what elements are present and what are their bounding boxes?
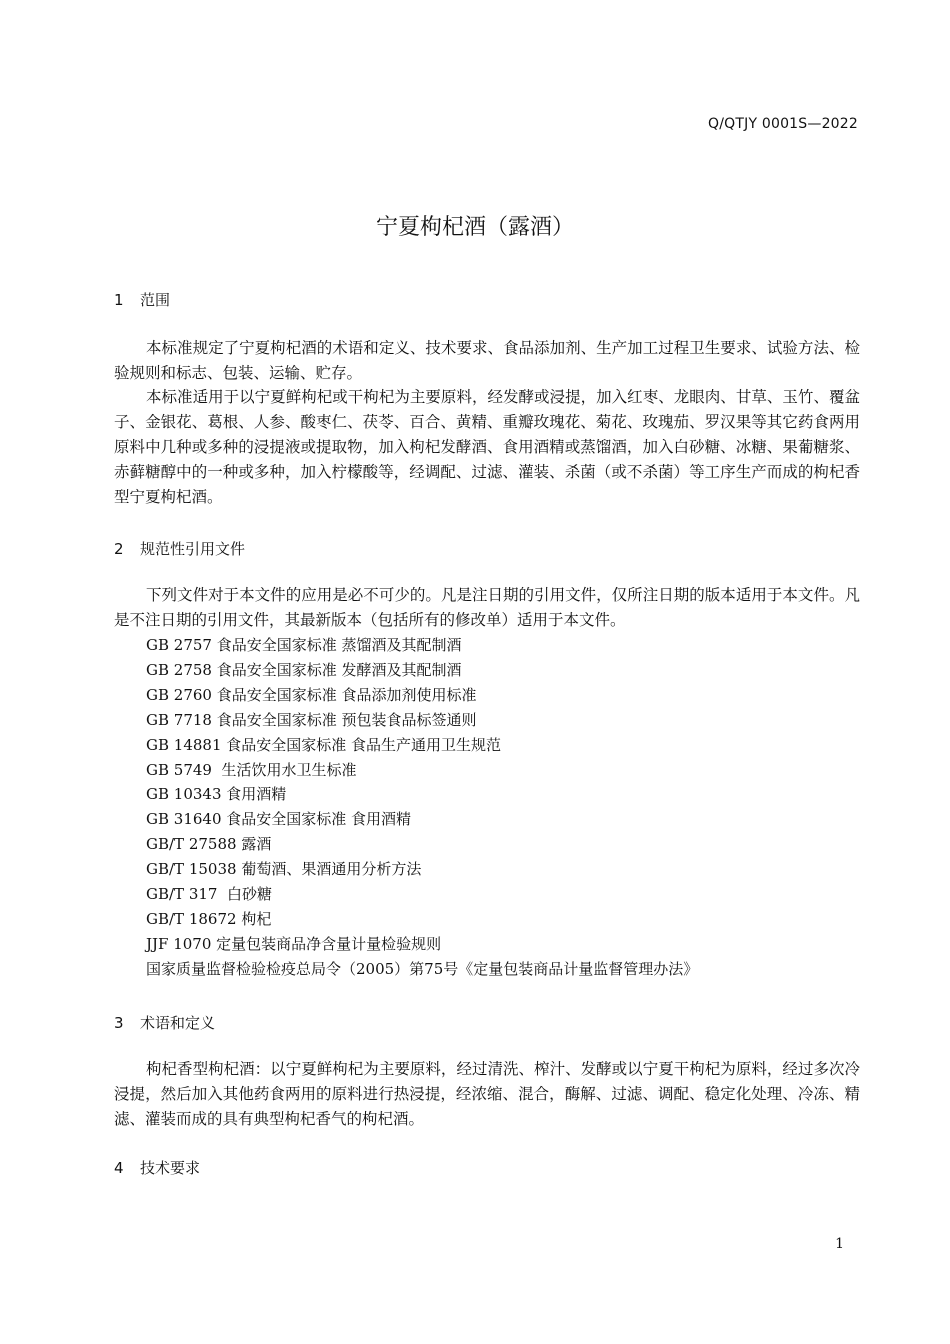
section-number: 4: [114, 1159, 124, 1177]
reference-item: GB 2758 食品安全国家标准 发酵酒及其配制酒: [146, 660, 462, 679]
section-number: 2: [114, 540, 124, 558]
reference-item: GB 2760 食品安全国家标准 食品添加剂使用标准: [146, 685, 477, 704]
reference-item: GB 7718 食品安全国家标准 预包装食品标签通则: [146, 710, 477, 729]
definition-paragraph: 枸杞香型枸杞酒：以宁夏鲜枸杞为主要原料，经过清洗、榨汁、发酵或以宁夏干枸杞为原料，经过多次冷浸提，然后加入其他药食两用的原料进行热浸提，经浓缩、混合，酶解、过滤、调配、稳定化处理、冷冻、精滤、灌装而成的具有典型枸杞香气的枸杞酒。: [114, 1060, 860, 1128]
section-2-heading: [114, 538, 245, 559]
document-title: 宁夏枸杞酒（露酒）: [375, 215, 574, 240]
reference-item: GB 14881 食品安全国家标准 食品生产通用卫生规范: [146, 735, 502, 754]
reference-item: 国家质量监督检验检疫总局令（2005）第75号《定量包装商品计量监督管理办法》: [146, 959, 699, 978]
reference-item: GB/T 27588 露酒: [146, 835, 272, 854]
references-intro-paragraph: 下列文件对于本文件的应用是必不可少的。凡是注日期的引用文件，仅所注日期的版本适用于本文件。凡是不注日期的引用文件，其最新版本（包括所有的修改单）适用于本文件。: [114, 586, 860, 629]
page-number: 1: [835, 1236, 844, 1252]
section-title: 术语和定义: [140, 1014, 216, 1032]
section-4-heading: [114, 1157, 200, 1178]
standard-code: Q/QTJY 0001S—2022: [708, 116, 858, 132]
scope-paragraph-1: 本标准规定了宁夏枸杞酒的术语和定义、技术要求、食品添加剂、生产加工过程卫生要求、试验方法、检验规则和标志、包装、运输、贮存。: [114, 339, 860, 382]
reference-item: GB 2757 食品安全国家标准 蒸馏酒及其配制酒: [146, 636, 462, 654]
section-title: 规范性引用文件: [140, 540, 246, 558]
reference-item: GB 5749 生活饮用水卫生标准: [146, 760, 357, 779]
section-3-heading: [114, 1012, 215, 1033]
section-1-heading: [114, 289, 170, 310]
section-title: 技术要求: [140, 1159, 201, 1177]
reference-item: GB 31640 食品安全国家标准 食用酒精: [146, 810, 412, 829]
reference-item: GB/T 15038 葡萄酒、果酒通用分析方法: [146, 860, 422, 879]
section-number: 3: [114, 1014, 124, 1032]
reference-list: [146, 633, 698, 982]
reference-item: GB/T 317 白砂糖: [146, 885, 272, 904]
reference-item: JJF 1070 定量包装商品净含量计量检验规则: [146, 934, 442, 953]
reference-item: GB/T 18672 枸杞: [146, 909, 272, 928]
reference-item: GB 10343 食用酒精: [146, 785, 287, 804]
section-number: 1: [114, 291, 124, 309]
scope-paragraph-2: 本标准适用于以宁夏鲜枸杞或干枸杞为主要原料，经发酵或浸提，加入红枣、龙眼肉、甘草、玉竹、覆盆子、金银花、葛根、人参、酸枣仁、茯苓、百合、黄精、重瓣玫瑰花、菊花、玫瑰茄、罗汉果等其它药食两用原料中几种或多种的浸提液或提取物，加入枸杞发酵酒、食用酒精或蒸馏酒，加入白砂糖、冰糖、果葡糖浆、赤藓糖醇中的一种或多种，加入柠檬酸等，经调配、过滤、灌装、杀菌（或不杀菌）等工序生产而成的枸杞香型宁夏枸杞酒。: [114, 388, 860, 506]
section-title: 范围: [140, 291, 171, 309]
